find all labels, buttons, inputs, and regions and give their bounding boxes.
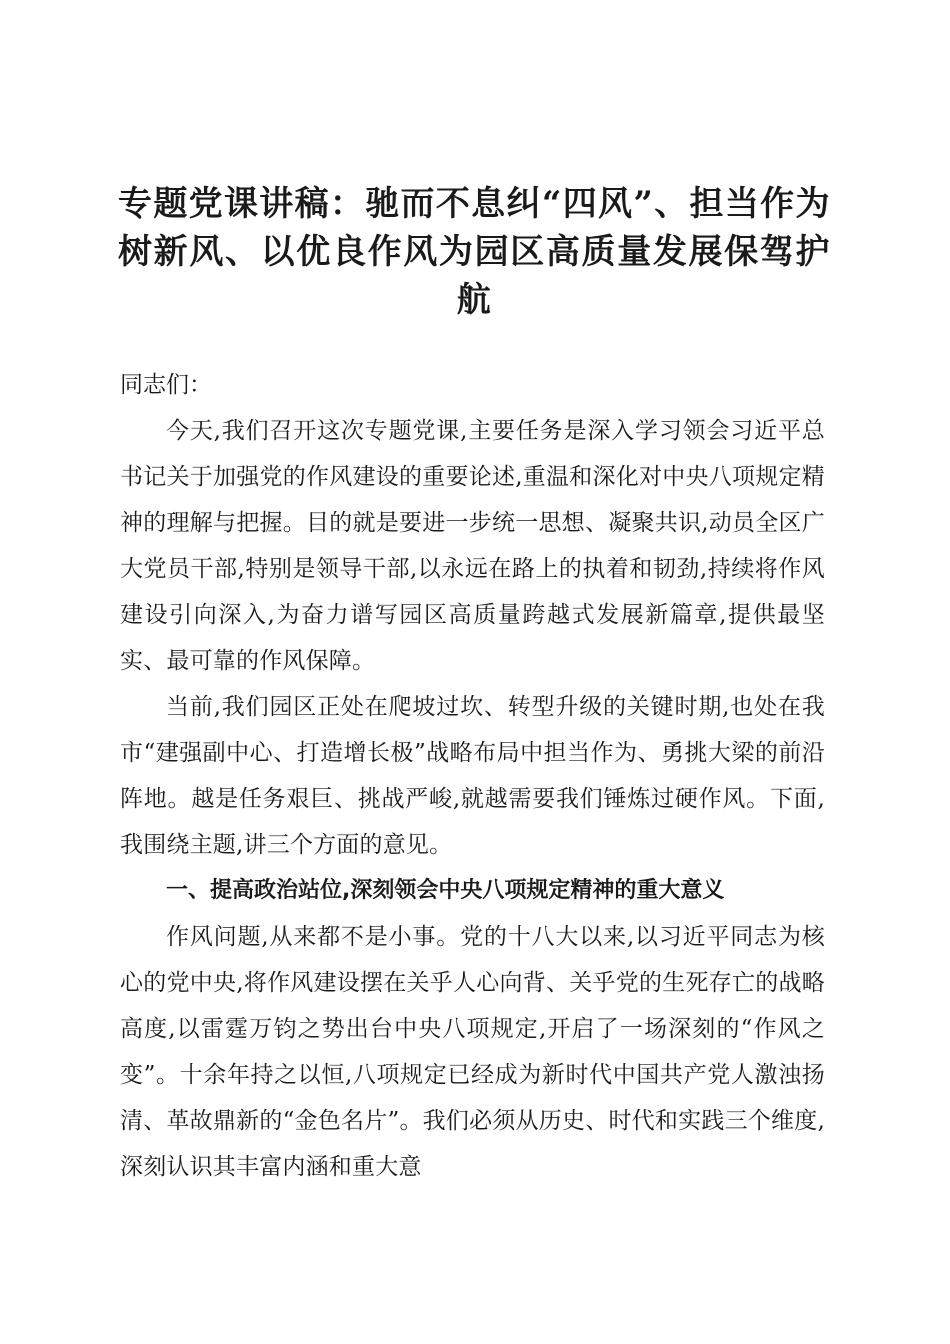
paragraph-context: 当前,我们园区正处在爬坡过坎、转型升级的关键时期,也处在我市“建强副中心、打造增长极”战略布局中担当作为、勇挑大梁的前沿阵地。越是任务艰巨、挑战严峻,就越需要我们锤炼过硬作风。下面,我围绕主题,讲三个方面的意见。	[120, 694, 825, 858]
paragraph-intro: 今天,我们召开这次专题党课,主要任务是深入学习领会习近平总书记关于加强党的作风建设的重要论述,重温和深化对中央八项规定精神的理解与把握。目的就是要进一步统一思想、凝聚共识,动员全区广大党员干部,特别是领导干部,以永远在路上的执着和韧劲,持续将作风建设引向深入,为奋力谱写园区高质量跨越式发展新篇章,提供最坚实、最可靠的作风保障。	[120, 418, 825, 674]
paragraph-section-1: 作风问题,从来都不是小事。党的十八大以来,以习近平同志为核心的党中央,将作风建设摆在关乎人心向背、关乎党的生死存亡的战略高度,以雷霆万钧之势出台中央八项规定,开启了一场深刻的“作风之变”。十余年持之以恒,八项规定已经成为新时代中国共产党人激浊扬清、革故鼎新的“金色名片”。我们必须从历史、时代和实践三个维度,深刻认识其丰富内涵和重大意	[120, 924, 825, 1180]
document-title: 专题党课讲稿：驰而不息纠“四风”、担当作为树新风、以优良作风为园区高质量发展保驾护航	[118, 184, 830, 320]
document-body	[120, 362, 825, 1190]
salutation: 同志们：	[120, 372, 212, 398]
section-heading-1: 一、提高政治站位,深刻领会中央八项规定精神的重大意义	[166, 878, 725, 903]
